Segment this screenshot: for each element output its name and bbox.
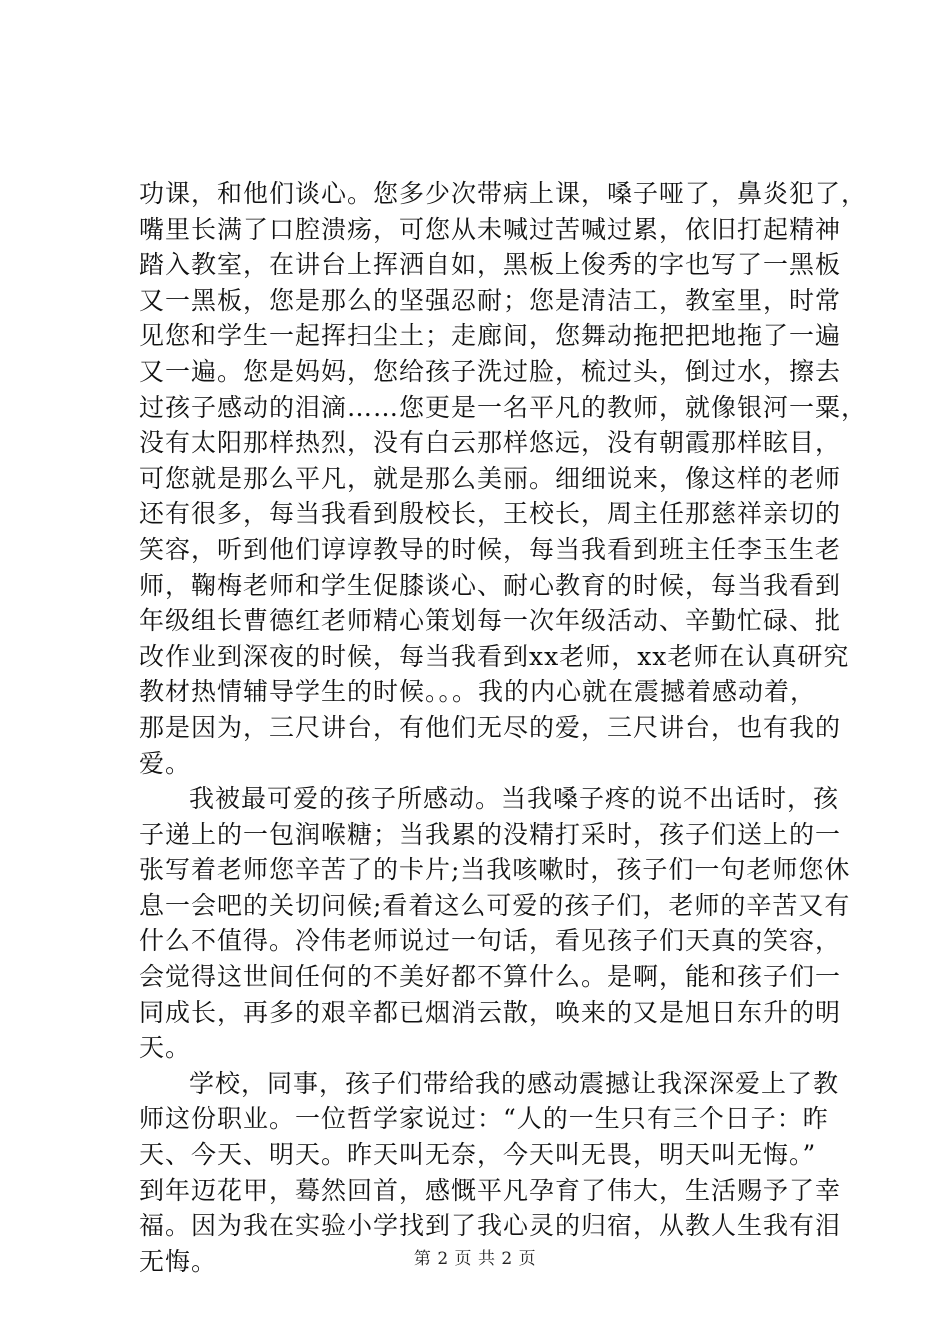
text-line: 年级组长曹德红老师精心策划每一次年级活动、辛勤忙碌、批: [139, 606, 842, 636]
text-line: 天、今天、明天。昨天叫无奈，今天叫无畏，明天叫无悔。”: [139, 1140, 817, 1170]
body-text: [139, 176, 868, 1279]
text-line: 可您就是那么平凡，就是那么美丽。细细说来，像这样的老师: [139, 463, 842, 493]
text-line: 到年迈花甲，蓦然回首，感慨平凡孕育了伟大，生活赐予了幸: [139, 1175, 842, 1205]
text-line: 天。: [139, 1033, 192, 1063]
text-line: 张写着老师您辛苦了的卡片;当我咳嗽时，孩子们一句老师您休: [139, 855, 851, 885]
text-line: 我被最可爱的孩子所感动。当我嗓子疼的说不出话时，孩: [189, 784, 840, 814]
text-line: 什么不值得。冷伟老师说过一句话，看见孩子们天真的笑容，: [139, 926, 842, 956]
text-line: 改作业到深夜的时候，每当我看到xx老师，xx老师在认真研究: [139, 641, 850, 671]
page-footer: 第 2 页 共 2 页: [413, 1249, 537, 1269]
text-line: 爱。: [139, 748, 192, 778]
text-line: 同成长，再多的艰辛都已烟消云散，唤来的又是旭日东升的明: [139, 997, 842, 1027]
text-line: 还有很多，每当我看到殷校长，王校长，周主任那慈祥亲切的: [139, 499, 842, 529]
text-line: 教材热情辅导学生的时候。。。我的内心就在震撼着感动着，: [139, 677, 817, 707]
text-line: 息一会吧的关切问候;看着这么可爱的孩子们，老师的辛苦又有: [139, 890, 851, 920]
text-line: 子递上的一包润喉糖；当我累的没精打采时，孩子们送上的一: [139, 819, 842, 849]
text-line: 会觉得这世间任何的不美好都不算什么。是啊，能和孩子们一: [139, 962, 842, 992]
text-line: 过孩子感动的泪滴……您更是一名平凡的教师，就像银河一粟，: [139, 392, 868, 422]
text-line: 无悔。: [139, 1246, 218, 1276]
text-line: 学校，同事，孩子们带给我的感动震撼让我深深爱上了教: [189, 1068, 840, 1098]
text-line: 功课，和他们谈心。您多少次带病上课，嗓子哑了，鼻炎犯了，: [139, 179, 868, 208]
text-line: 那是因为，三尺讲台，有他们无尽的爱，三尺讲台，也有我的: [139, 712, 842, 742]
text-line: 嘴里长满了口腔溃疡，可您从未喊过苦喊过累，依旧打起精神: [139, 214, 842, 244]
text-line: 师这份职业。一位哲学家说过：“人的一生只有三个日子：昨: [139, 1104, 829, 1134]
text-line: 又一遍。您是妈妈，您给孩子洗过脸，梳过头，倒过水，擦去: [139, 356, 842, 386]
text-line: 见您和学生一起挥扫尘土；走廊间，您舞动拖把把地拖了一遍: [139, 321, 842, 351]
text-line: 又一黑板，您是那么的坚强忍耐；您是清洁工，教室里，时常: [139, 285, 842, 315]
text-line: 师，鞠梅老师和学生促膝谈心、耐心教育的时候，每当我看到: [139, 570, 842, 600]
text-line: 笑容，听到他们谆谆教导的时候，每当我看到班主任李玉生老: [139, 534, 842, 564]
text-line: 没有太阳那样热烈，没有白云那样悠远，没有朝霞那样眩目，: [139, 428, 842, 458]
text-line: 福。因为我在实验小学找到了我心灵的归宿，从教人生我有泪: [139, 1211, 842, 1241]
text-line: 踏入教室，在讲台上挥洒自如，黑板上俊秀的字也写了一黑板: [139, 250, 842, 280]
